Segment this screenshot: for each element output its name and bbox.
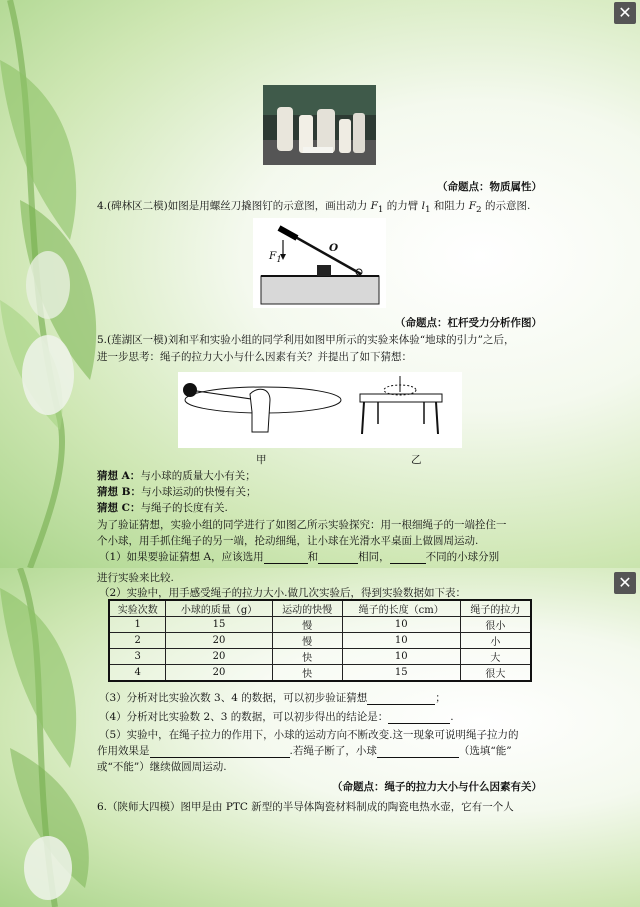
table-cell: 20 [166,665,272,682]
screwdriver-lever-figure [253,218,386,308]
table-cell: 20 [166,633,272,649]
q5-line-1: 5.(莲湖区一模)刘和平和实验小组的同学利用如图甲所示的实验来体验“地球的引力”之后， [97,334,515,346]
figure-caption-yi: 乙 [411,454,422,466]
table-row [109,649,531,665]
material-samples-photo [263,85,376,165]
table-cell: 15 [342,665,460,682]
close-icon[interactable]: ✕ [614,572,636,594]
table-row [109,633,531,649]
table-cell: 4 [109,665,166,682]
q3-topic-tag: （命题点：物质属性） [437,181,542,193]
figure-jia-yi [178,372,462,448]
q5-sub2: （2）实验中，用手感受绳子的拉力大小.做几次实验后，得到实验数据如下表： [99,587,467,599]
guess-c: 猜想 C：与绳子的长度有关. [97,502,228,514]
page-panel-2 [0,568,640,907]
table-cell: 慢 [272,633,342,649]
table-cell: 10 [342,633,460,649]
q6-line-1: 6.（陕师大四模）图甲是由 PTC 新型的半导体陶瓷材料制成的陶瓷电热水壶，它有一个人 [97,801,514,813]
table-row [109,617,531,633]
answer-blank[interactable] [377,746,459,758]
q5-sub4: （4）分析对比实验数 2、3 的数据，可以初步得出的结论是： . [99,711,454,723]
table-cell: 慢 [272,617,342,633]
q5-line-2: 进一步思考：绳子的拉力大小与什么因素有关？并提出了如下猜想： [97,351,412,363]
q5-para-1: 为了验证猜想，实验小组的同学进行了如图乙所示实验探究：用一根细绳子的一端拴住一 [97,519,507,531]
q5-topic-tag: （命题点：绳子的拉力大小与什么因素有关） [332,781,542,793]
q5-sub3: （3）分析对比实验次数 3、4 的数据，可以初步验证猜想 ； [99,692,446,704]
q5-sub5-line3: 或“不能”）继续做圆周运动. [97,761,227,773]
answer-blank[interactable] [367,693,435,705]
force-label-f1: $F_1$ [269,250,282,266]
table-cell: 很大 [460,665,531,682]
pivot-label-o: O [329,242,339,254]
answer-blank[interactable] [264,552,308,564]
table-cell: 小 [460,633,531,649]
table-row [109,665,531,682]
table-cell: 1 [109,617,166,633]
answer-blank[interactable] [390,552,426,564]
table-header-row [109,600,531,617]
guess-a: 猜想 A：与小球的质量大小有关； [97,470,256,482]
experiment-data-table [108,599,532,682]
table-cell: 15 [166,617,272,633]
guess-b: 猜想 B：与小球运动的快慢有关； [97,486,257,498]
table-cell: 大 [460,649,531,665]
q5-sub1-cont: 进行实验来比较. [97,572,174,584]
q5-sub5-line2: 作用效果是 .若绳子断了，小球 （选填“能” [97,745,512,757]
table-cell: 10 [342,617,460,633]
table-cell: 快 [272,665,342,682]
q5-sub5-line1: （5）实验中，在绳子拉力的作用下，小球的运动方向不断改变.这一现象可说明绳子拉力的 [99,729,519,741]
col-header: 绳子的长度（cm） [342,600,460,617]
answer-blank[interactable] [150,746,290,758]
table-cell: 3 [109,649,166,665]
circular-motion-figures [178,372,462,448]
close-icon[interactable]: ✕ [614,2,636,24]
table-cell: 2 [109,633,166,649]
q4-topic-tag: （命题点：杠杆受力分析作图） [395,317,542,329]
figure-caption-jia: 甲 [256,454,267,466]
table-cell: 快 [272,649,342,665]
col-header: 实验次数 [109,600,166,617]
table-cell: 10 [342,649,460,665]
answer-blank[interactable] [318,552,358,564]
q5-sub1: （1）如果要验证猜想 A，应该选用 和 相同， 不同的小球分别 [99,551,500,563]
col-header: 运动的快慢 [272,600,342,617]
q4-stem: 4.(碑林区二模)如图是用螺丝刀撬图钉的示意图，画出动力 $F_1$ 的力臂 $l_1$ 和阻力 $F_2$ 的示意图. [97,200,531,216]
answer-blank[interactable] [388,712,450,724]
table-cell: 很小 [460,617,531,633]
q5-para-2: 个小球，用手抓住绳子的另一端，抡动细绳，让小球在光滑水平桌面上做圆周运动. [97,535,479,547]
col-header: 小球的质量（g） [166,600,272,617]
table-cell: 20 [166,649,272,665]
col-header: 绳子的拉力 [460,600,531,617]
